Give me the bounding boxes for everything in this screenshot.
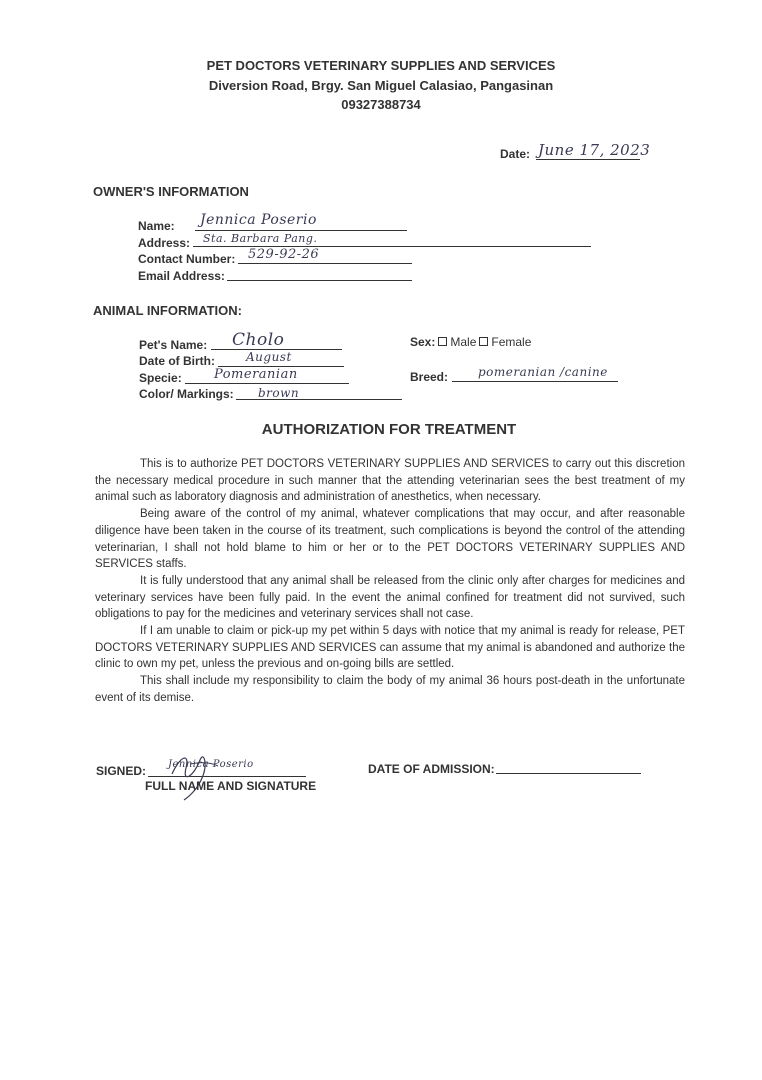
sex-field	[410, 335, 531, 349]
owner-contact-value: 529-92-26	[248, 247, 320, 262]
specie-line	[185, 383, 349, 384]
admission-line	[496, 773, 641, 774]
owner-name-label: Name:	[138, 219, 175, 233]
paragraph-3: It is fully understood that any animal shall be released from the clinic only after charges for medicines and veterinary services have been fully paid. In the event the animal confined for treatment did not survived, such obligations to pay for the medicines and veterinary services shall not case.	[95, 574, 685, 621]
clinic-address: Diversion Road, Brgy. San Miguel Calasiao, Pangasinan	[208, 78, 554, 93]
signature-caption: FULL NAME AND SIGNATURE	[145, 779, 317, 793]
paragraph-1: This is to authorize PET DOCTORS VETERINARY SUPPLIES AND SERVICES to carry out this discretion the necessary medical procedure in such manner that the attending veterinarian sees the best treatment of my animal such as laboratory diagnosis and administration of anesthetics, when necessary.	[95, 458, 685, 504]
date-value: June 17, 2023	[538, 141, 651, 159]
owner-email-label: Email Address:	[138, 269, 225, 283]
owner-contact-label: Contact Number:	[138, 252, 236, 266]
paragraph-2: Being aware of the control of my animal, whatever complications that may occur, and after reasonable diligence have been taken in the course of its treatment, such complications is beyond the control of the attending veterinarian, I shall not hold blame to him or her or to the PET DOCTORS VETERINARY SUPPLIES AND SERVICES staffs.	[95, 508, 685, 571]
pet-name-label: Pet's Name:	[139, 338, 208, 352]
signed-label: SIGNED:	[96, 764, 147, 778]
clinic-phone: 09327388734	[341, 97, 421, 112]
clinic-name: PET DOCTORS VETERINARY SUPPLIES AND SERVICES	[206, 58, 556, 73]
animal-heading: ANIMAL INFORMATION:	[93, 303, 242, 318]
owner-address-value: Sta. Barbara Pang.	[203, 232, 318, 245]
owner-contact-line	[238, 263, 412, 264]
dob-value: August	[246, 350, 292, 364]
male-label: Male	[450, 335, 477, 349]
date-line	[536, 159, 640, 160]
admission-label: DATE OF ADMISSION:	[368, 762, 495, 776]
male-checkbox[interactable]	[438, 337, 447, 346]
paragraph-4: If I am unable to claim or pick-up my pet within 5 days with notice that my animal is ready for release, PET DOCTORS VETERINARY SUPPLIES AND SERVICES can assume that my animal is abandoned and authorize the clinic to own my pet, unless the previous and on-going bills are settled.	[95, 625, 685, 671]
owner-heading: OWNER'S INFORMATION	[93, 184, 249, 199]
female-checkbox[interactable]	[479, 337, 488, 346]
owner-email-line	[227, 280, 412, 281]
date-label: Date:	[500, 147, 531, 161]
signature-scribble	[160, 746, 230, 802]
female-label: Female	[491, 335, 532, 349]
breed-value: pomeranian /canine	[478, 365, 608, 379]
paragraph-5: This shall include my responsibility to claim the body of my animal 36 hours post-death in the unfortunate event of its demise.	[95, 675, 685, 704]
authorization-title: AUTHORIZATION FOR TREATMENT	[261, 421, 517, 438]
sex-label: Sex:	[410, 335, 436, 349]
breed-label: Breed:	[410, 370, 449, 384]
dob-label: Date of Birth:	[139, 354, 215, 368]
signed-value: Jennica Poserio	[168, 759, 254, 770]
owner-name-value: Jennica Poserio	[200, 212, 317, 228]
specie-value: Pomeranian	[214, 367, 298, 382]
color-value: brown	[258, 386, 300, 400]
color-label: Color/ Markings:	[139, 387, 234, 401]
specie-label: Specie:	[139, 371, 182, 385]
owner-address-label: Address:	[138, 236, 191, 250]
breed-line	[452, 381, 618, 382]
owner-name-line	[195, 230, 407, 231]
authorization-body	[95, 456, 685, 707]
pet-name-value: Cholo	[232, 330, 285, 350]
